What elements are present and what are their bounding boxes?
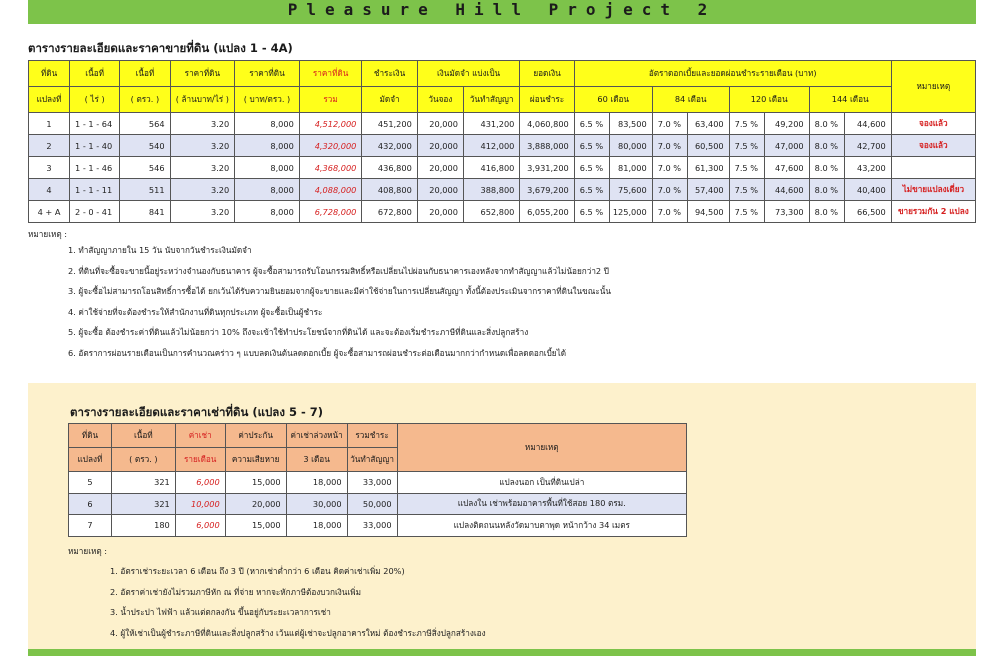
sale-note: 4. ค่าใช้จ่ายที่จะต้องชำระให้สำนักงานที่ดินทุกประเภท ผู้จะซื้อเป็นผู้ชำระ (68, 306, 323, 317)
rent-header-insurance: ค่าประกัน (225, 424, 286, 448)
sale-cell-r120: 7.5 % (729, 113, 764, 135)
header-area-rai: เนื้อที่ (70, 61, 120, 87)
sale-cell-price-sqw: 8,000 (235, 157, 300, 179)
sale-note: 3. ผู้จะซื้อไม่สามารถโอนสิทธิ์การซื้อได้ ยกเว้นได้รับความยินยอมจากผู้จะขายและมีค่าใช้จ่ายในการเปลี่ยนสัญญา ทั้งนี้ต้องประเมินจากราคาที่ดินในขณะนั้น (68, 286, 611, 297)
sale-row (29, 179, 976, 201)
sale-cell-sqw: 511 (120, 179, 170, 201)
rent-notes-title: หมายเหตุ : (68, 546, 108, 556)
sale-cell-deposit: 432,000 (362, 135, 417, 157)
header-booking: วันจอง (417, 87, 463, 113)
sale-cell-m144: 66,500 (844, 201, 891, 223)
sale-cell-booking: 20,000 (417, 113, 463, 135)
sale-cell-finance: 3,931,200 (520, 157, 574, 179)
sale-cell-m120: 47,000 (764, 135, 809, 157)
sale-cell-contract: 652,800 (463, 201, 519, 223)
rent-header-area: เนื้อที่ (111, 424, 175, 448)
rent-header-insurance-sub: ความเสียหาย (225, 448, 286, 472)
rent-notes-list (110, 565, 486, 647)
sale-cell-deposit: 408,800 (362, 179, 417, 201)
sale-cell-remark: จองแล้ว (891, 135, 975, 157)
rent-note: 1. อัตราเช่าระยะเวลา 6 เดือน ถึง 3 ปี (หากเช่าต่ำกว่า 6 เดือน คิดค่าเช่าเพิ่ม 20%) (110, 566, 405, 576)
sale-cell-booking: 20,000 (417, 179, 463, 201)
sale-cell-m144: 43,200 (844, 157, 891, 179)
header-finance-sub: ผ่อนชำระ (520, 87, 574, 113)
sale-cell-total: 6,728,000 (299, 201, 362, 223)
sale-cell-m84: 94,500 (687, 201, 729, 223)
sale-cell-booking: 20,000 (417, 135, 463, 157)
header-deposit-sub: มัดจำ (362, 87, 417, 113)
rent-price-table (68, 423, 687, 537)
sale-cell-r144: 8.0 % (809, 135, 844, 157)
sale-cell-sqw: 841 (120, 201, 170, 223)
sale-cell-booking: 20,000 (417, 157, 463, 179)
sale-cell-remark: ไม่ขายแปลงเดี่ยว (891, 179, 975, 201)
sale-row (29, 157, 976, 179)
sale-cell-r84: 7.0 % (652, 135, 687, 157)
sale-cell-remark: จองแล้ว (891, 113, 975, 135)
sale-cell-rai: 1 - 1 - 46 (70, 157, 120, 179)
rent-note: 3. น้ำประปา ไฟฟ้า แล้วแต่ตกลงกัน ขึ้นอยู่กับระยะเวลาการเช่า (110, 607, 331, 618)
sale-row (29, 135, 976, 157)
sale-cell-m120: 44,600 (764, 179, 809, 201)
rent-cell-insurance: 20,000 (225, 493, 286, 515)
sale-cell-m120: 49,200 (764, 113, 809, 135)
sale-cell-r144: 8.0 % (809, 113, 844, 135)
rent-cell-insurance: 15,000 (225, 472, 286, 494)
header-120-months: 120 เดือน (729, 87, 809, 113)
sale-cell-price-rai: 3.20 (170, 179, 235, 201)
sale-cell-m60: 81,000 (609, 157, 652, 179)
rent-cell-rent: 6,000 (175, 472, 225, 494)
sale-cell-price-rai: 3.20 (170, 201, 235, 223)
rent-header-advance: ค่าเช่าล่วงหน้า (286, 424, 347, 448)
sale-cell-sqw: 546 (120, 157, 170, 179)
sale-cell-r84: 7.0 % (652, 179, 687, 201)
sale-table-title: ตารางรายละเอียดและราคาขายที่ดิน (แปลง 1 - 4A) (28, 41, 293, 55)
sale-cell-finance: 4,060,800 (520, 113, 574, 135)
sale-cell-plot: 3 (29, 157, 70, 179)
sale-cell-m144: 40,400 (844, 179, 891, 201)
sale-cell-price-rai: 3.20 (170, 113, 235, 135)
rent-cell-rent: 10,000 (175, 493, 225, 515)
header-price-sqw-sub: ( บาท/ตรว. ) (235, 87, 300, 113)
header-144-months: 144 เดือน (809, 87, 891, 113)
rent-cell-total: 50,000 (347, 493, 397, 515)
sale-cell-r144: 8.0 % (809, 201, 844, 223)
sale-cell-rai: 1 - 1 - 40 (70, 135, 120, 157)
header-area-rai-sub: ( ไร่ ) (70, 87, 120, 113)
rent-cell-remark: แปลงติดถนนหลังวัดมาบตาพุด หน้ากว้าง 34 เมตร (397, 515, 686, 537)
header-84-months: 84 เดือน (652, 87, 729, 113)
sale-cell-r120: 7.5 % (729, 157, 764, 179)
rent-row (69, 515, 687, 537)
project-title: Pleasure Hill Project 2 (287, 0, 717, 19)
sale-cell-total: 4,320,000 (299, 135, 362, 157)
rent-cell-insurance: 15,000 (225, 515, 286, 537)
sale-cell-price-sqw: 8,000 (235, 179, 300, 201)
sale-cell-price-rai: 3.20 (170, 135, 235, 157)
sale-cell-deposit: 451,200 (362, 113, 417, 135)
sale-cell-price-sqw: 8,000 (235, 113, 300, 135)
rent-cell-plot: 6 (69, 493, 112, 515)
rent-cell-remark: แปลงใน เช่าพร้อมอาคารพื้นที่ใช้สอย 180 ตรม. (397, 493, 686, 515)
sale-cell-contract: 412,000 (463, 135, 519, 157)
rent-cell-area: 321 (111, 493, 175, 515)
sale-cell-total: 4,088,000 (299, 179, 362, 201)
header-total: ราคาที่ดิน (299, 61, 362, 87)
bottom-bar (28, 649, 976, 656)
project-banner (28, 0, 976, 24)
sale-cell-r84: 7.0 % (652, 201, 687, 223)
sale-note: 2. ที่ดินที่จะซื้อจะขายนี้อยู่ระหว่างจำนองกับธนาคาร ผู้จะซื้อสามารถรับโอนกรรมสิทธิ์หรือเปลี่ยนไปผ่อนกับธนาคารเองหลังจากทำสัญญาแล้วไม่น้อยกว่า2 ปี (68, 265, 609, 276)
sale-cell-r120: 7.5 % (729, 201, 764, 223)
rent-header-advance-sub: 3 เดือน (286, 448, 347, 472)
sale-cell-r120: 7.5 % (729, 135, 764, 157)
header-price-rai-sub: ( ล้านบาท/ไร่ ) (170, 87, 235, 113)
sale-cell-plot: 2 (29, 135, 70, 157)
rent-note: 2. อัตราค่าเช่ายังไม่รวมภาษีหัก ณ ที่จ่าย หากจะหักภาษีต้องบวกเงินเพิ่ม (110, 586, 361, 597)
sale-cell-m60: 75,600 (609, 179, 652, 201)
rent-cell-advance: 18,000 (286, 515, 347, 537)
sale-cell-m60: 80,000 (609, 135, 652, 157)
sale-cell-rai: 1 - 1 - 64 (70, 113, 120, 135)
sale-cell-m120: 47,600 (764, 157, 809, 179)
rent-header-area-sub: ( ตรว. ) (111, 448, 175, 472)
sale-cell-r84: 7.0 % (652, 157, 687, 179)
rent-header-rent: ค่าเช่า (175, 424, 225, 448)
header-price-sqw: ราคาที่ดิน (235, 61, 300, 87)
sale-cell-m144: 44,600 (844, 113, 891, 135)
sale-cell-m84: 57,400 (687, 179, 729, 201)
sale-cell-finance: 3,679,200 (520, 179, 574, 201)
rent-header-total: รวมชำระ (347, 424, 397, 448)
header-area-sqw-sub: ( ตรว. ) (120, 87, 170, 113)
header-plot-sub: แปลงที่ (29, 87, 70, 113)
rent-cell-total: 33,000 (347, 472, 397, 494)
sale-cell-rai: 1 - 1 - 11 (70, 179, 120, 201)
sale-cell-r60: 6.5 % (574, 179, 609, 201)
sale-cell-price-sqw: 8,000 (235, 201, 300, 223)
sale-cell-finance: 6,055,200 (520, 201, 574, 223)
header-total-sub: รวม (299, 87, 362, 113)
rent-row (69, 493, 687, 515)
sale-note: 1. ทำสัญญาภายใน 15 วัน นับจากวันชำระเงินมัดจำ (68, 245, 252, 255)
rent-cell-area: 180 (111, 515, 175, 537)
sale-cell-r144: 8.0 % (809, 157, 844, 179)
sale-cell-m84: 63,400 (687, 113, 729, 135)
sale-cell-r60: 6.5 % (574, 201, 609, 223)
sale-cell-rai: 2 - 0 - 41 (70, 201, 120, 223)
sale-cell-deposit: 672,800 (362, 201, 417, 223)
sale-cell-total: 4,512,000 (299, 113, 362, 135)
rent-cell-area: 321 (111, 472, 175, 494)
header-installment: อัตราดอกเบี้ยและยอดผ่อนชำระรายเดือน (บาท) (574, 61, 891, 87)
sale-cell-m60: 125,000 (609, 201, 652, 223)
sale-cell-deposit: 436,800 (362, 157, 417, 179)
rent-cell-remark: แปลงนอก เป็นที่ดินเปล่า (397, 472, 686, 494)
sale-cell-m120: 73,300 (764, 201, 809, 223)
header-60-months: 60 เดือน (574, 87, 652, 113)
sale-cell-total: 4,368,000 (299, 157, 362, 179)
sale-cell-price-sqw: 8,000 (235, 135, 300, 157)
rent-cell-plot: 5 (69, 472, 112, 494)
rent-table-title: ตารางรายละเอียดและราคาเช่าที่ดิน (แปลง 5 - 7) (70, 405, 324, 419)
sale-cell-r60: 6.5 % (574, 157, 609, 179)
sale-cell-contract: 388,800 (463, 179, 519, 201)
sale-notes-list (68, 244, 611, 368)
rent-header-plot: ที่ดิน (69, 424, 112, 448)
sale-cell-plot: 4 + A (29, 201, 70, 223)
sale-cell-m84: 60,500 (687, 135, 729, 157)
sale-cell-contract: 416,800 (463, 157, 519, 179)
header-plot: ที่ดิน (29, 61, 70, 87)
sale-note: 5. ผู้จะซื้อ ต้องชำระค่าที่ดินแล้วไม่น้อยกว่า 10% ถึงจะเข้าใช้ทำประโยชน์จากที่ดินได้ และจะต้องเริ่มชำระภาษีที่ดินและสิ่งปลูกสร้าง (68, 327, 529, 338)
header-price-rai: ราคาที่ดิน (170, 61, 235, 87)
sale-cell-sqw: 564 (120, 113, 170, 135)
rent-cell-advance: 18,000 (286, 472, 347, 494)
header-contract: วันทำสัญญา (463, 87, 519, 113)
rent-cell-advance: 30,000 (286, 493, 347, 515)
rent-header-rent-sub: รายเดือน (175, 448, 225, 472)
rent-cell-plot: 7 (69, 515, 112, 537)
header-deposit: ชำระเงิน (362, 61, 417, 87)
sale-cell-r60: 6.5 % (574, 113, 609, 135)
sale-note: 6. อัตราการผ่อนรายเดือนเป็นการคำนวณคร่าว ๆ แบบลดเงินต้นลดดอกเบี้ย ผู้จะซื้อสามารถผ่อนชำระต่อเดือนมากกว่ากำหนดเพื่อลดดอกเบี้ยได้ (68, 347, 567, 358)
rent-cell-rent: 6,000 (175, 515, 225, 537)
sale-row (29, 201, 976, 223)
sale-cell-remark: ขายรวมกัน 2 แปลง (891, 201, 975, 223)
sale-cell-plot: 4 (29, 179, 70, 201)
sale-cell-m84: 61,300 (687, 157, 729, 179)
sale-cell-contract: 431,200 (463, 113, 519, 135)
sale-cell-m60: 83,500 (609, 113, 652, 135)
sale-cell-r84: 7.0 % (652, 113, 687, 135)
rent-note: 4. ผู้ให้เช่าเป็นผู้ชำระภาษีที่ดินและสิ่งปลูกสร้าง เว้นแต่ผู้เช่าจะปลูกอาคารใหม่ ต้องชำระภาษีสิ่งปลูกสร้างเอง (110, 627, 486, 638)
sale-cell-m144: 42,700 (844, 135, 891, 157)
rent-cell-total: 33,000 (347, 515, 397, 537)
sale-cell-remark (891, 157, 975, 179)
sale-cell-r144: 8.0 % (809, 179, 844, 201)
sale-cell-r60: 6.5 % (574, 135, 609, 157)
rent-header-remark: หมายเหตุ (397, 424, 686, 472)
rent-header-total-sub: วันทำสัญญา (347, 448, 397, 472)
sale-notes-title: หมายเหตุ : (28, 229, 68, 239)
header-area-sqw: เนื้อที่ (120, 61, 170, 87)
sale-cell-sqw: 540 (120, 135, 170, 157)
sale-price-table (28, 60, 976, 223)
sale-cell-finance: 3,888,000 (520, 135, 574, 157)
sale-cell-plot: 1 (29, 113, 70, 135)
header-finance: ยอดเงิน (520, 61, 574, 87)
sale-row (29, 113, 976, 135)
rent-header-plot-sub: แปลงที่ (69, 448, 112, 472)
sale-cell-booking: 20,000 (417, 201, 463, 223)
sale-cell-price-rai: 3.20 (170, 157, 235, 179)
rent-row (69, 472, 687, 494)
header-remark: หมายเหตุ (891, 61, 975, 113)
sale-cell-r120: 7.5 % (729, 179, 764, 201)
header-deposit-split: เงินมัดจำ แบ่งเป็น (417, 61, 520, 87)
